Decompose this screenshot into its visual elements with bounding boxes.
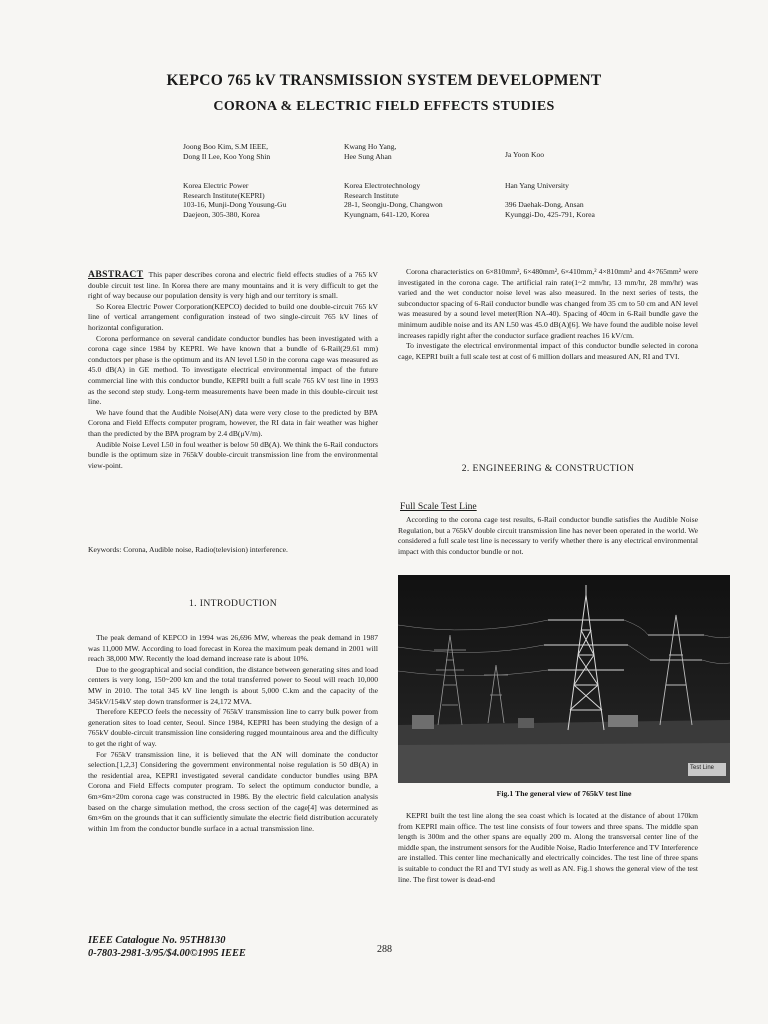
body-paragraph: Corona characteristics on 6×810mm², 6×480mm², 6×410mm,² 4×810mm² and 4×765mm² were investigated in the corona cage. The artificial rain rate(1~2 mm/hr, 13 mm/hr, 28 mm/hr) was varied and the wet conductor noise level was also measured. In the next series of tests, the subconductor spacing of 6-Rail conductor bundle was changed from 35 cm to 50 cm and AN level was measured by a sound level meter(Rion NA-40). Spacing of 40cm in 6-Rail bundle gave the minimum audible noise and its AN L50 was 45.0 dB(A)[6]. We have found the audible noise level increases rapidly right after the conductor surface gradient reaches 16 kV/cm. xyxy=(398,267,698,340)
right-column-top xyxy=(398,267,698,362)
page-number: 288 xyxy=(377,944,392,955)
paper-title: KEPCO 765 kV TRANSMISSION SYSTEM DEVELOPMENT xyxy=(166,72,602,89)
author-affiliation-1: Korea Electric Power Research Institute(KEPRI) 103-16, Munji-Dong Yousung-Gu Daejeon, 305-380, Korea xyxy=(183,181,287,219)
figure-caption: Fig.1 The general view of 765kV test line xyxy=(496,789,632,798)
post-figure-paragraph: KEPRI built the test line along the sea coast which is located at the distance of about 170km from KEPRI main office. The test line consists of four towers and three spans. The middle span length is 300m and the other spans are equally 200 m. Along the transversal center line of the middle span, the instrument sensors for the Audible Noise, Radio Interference and TV Interference are installed. This center line mechanically and electrically coincides. The test line of three spans is suitable to conduct the RI and TVI study as well as AN. Fig.1 shows the general view of the test line. The first tower is dead-end xyxy=(398,811,698,884)
footer-copyright: 0-7803-2981-3/95/$4.00©1995 IEEE xyxy=(88,948,246,959)
abstract-paragraph: Audible Noise Level L50 in foul weather is below 50 dB(A). We think the 6-Rail conductors bundle is the optimum size in 765kV double-circuit transmission line from the environmental view-point. xyxy=(88,439,378,470)
subsection-heading: Full Scale Test Line xyxy=(400,501,477,512)
author-names-2: Kwang Ho Yang, Hee Sung Ahan xyxy=(344,142,397,161)
intro-paragraph: The peak demand of KEPCO in 1994 was 26,696 MW, whereas the peak demand in 1987 was 11,000 MW. According to load forecast in Korea the maximum peak demand in 2001 will reach 38,000 MW. Recently the load demand increase rate is about 10%. xyxy=(88,633,378,664)
introduction-body xyxy=(88,633,378,834)
section-heading-introduction: 1. INTRODUCTION xyxy=(188,598,278,609)
abstract-paragraph: We have found that the Audible Noise(AN) data were very close to the predicted by BPA Corona and Field Effects computer program, however, the RI data in fair weather was higher than the predicted by the BPA program by 2.4 dB(μV/m). xyxy=(88,407,378,438)
footer-catalogue: IEEE Catalogue No. 95TH8130 xyxy=(88,935,226,946)
intro-paragraph: For 765kV transmission line, it is believed that the AN will dominate the conductor selection.[1,2,3] Considering the government environmental noise regulation is 50 dB(A) in the residential area, KEPRI investigated several candidate conductor bundles using BPA Corona and Field Effects computer program. To select the optimum conductor bundle, a 6m×6m×20m corona cage was constructed in 1986. By the electric field calculation analysis based on the charge simulation method, the cross section of the cage[4] was determined as 6m×6m on the grounds that it can sufficiently simulate the electric field distribution accurately within 1m from the conductor bundle surface in a actual transmission line. xyxy=(88,749,378,833)
section-heading-engineering: 2. ENGINEERING & CONSTRUCTION xyxy=(461,463,635,474)
intro-paragraph: Therefore KEPCO feels the necessity of 765kV transmission line to carry bulk power from generation sites to load center, Seoul. Since 1984, KEPRI has been studying the design of a 765kV double-circuit transmission line considering rugged mountainous area and the difficulty to get the right of way. xyxy=(88,707,378,748)
abstract-paragraph: So Korea Electric Power Corporation(KEPCO) decided to build one double-circuit 765 kV line of vertical arrangement configuration instead of two single-circuit 765 kV lines of horizontal configuration. xyxy=(88,301,378,332)
abstract: ABSTRACT This paper describes corona and electric field effects studies of a 765 kV double circuit test line. In Korea there are many mountains and it is very difficult to get the right of way because our population density is very high and our territory is small. So Korea Electric Power Corporation(KEPCO) decided to build one double-circuit 765 kV line of vertical arrangement configuration instead of two single-circuit 765 kV lines of horizontal configuration. Corona performance on several candidate conductor bundles has been investigated with a corona cage since 1984 by KEPRI. We have known that a bundle of 6-Rail(29.61 mm) conductors per phase is the optimum and its AN level L50 in the corona cage was measured as 45.0 dB(A) in GE method. To investigate electrical environmental impact of the future commercial line with this conductor bundle, KEPRI built a full scale 765 kV test line in 1993 as the second step study. Long-term measurements have been made in this double-circuit test line. We have found that the Audible Noise(AN) data were very close to the predicted by BPA Corona and Field Effects computer program, however, the RI data in fair weather was higher than the predicted by the BPA program by 2.4 dB(μV/m). Audible Noise Level L50 in foul weather is below 50 dB(A). We think the 6-Rail conductors bundle is the optimum size in 765kV double-circuit transmission line from the environmental view-point. xyxy=(88,269,379,470)
author-affiliation-3: Han Yang University 396 Daehak-Dong, Ansan Kyunggi-Do, 425-791, Korea xyxy=(505,181,595,219)
author-names-3: Ja Yoon Koo xyxy=(505,150,545,159)
intro-paragraph: Due to the geographical and social condition, the distance between generating sites and load centers is very long, 150~200 km and the total transferred power to Seoul will reach 10,000 MW in 2010. The total 345 kV line length is about 5,000 C.km and the capacity of the 345kV/154kV step down transformer is 24,172 MVA. xyxy=(88,664,378,706)
keywords: Keywords: Corona, Audible noise, Radio(television) interference. xyxy=(88,545,288,554)
paper-subtitle: CORONA & ELECTRIC FIELD EFFECTS STUDIES xyxy=(213,99,555,114)
photo-label: Test Line xyxy=(690,765,715,771)
test-line-photo-graphic xyxy=(398,575,730,783)
abstract-paragraph: Corona performance on several candidate conductor bundles has been investigated with a corona cage since 1984 by KEPRI. We have known that a bundle of 6-Rail(29.61 mm) conductors per phase is the optimum and its AN level L50 in the corona cage was measured as 45.0 dB(A) in GE method. To investigate electrical environmental impact of the future commercial line with this conductor bundle, KEPRI built a full scale 765 kV test line in 1993 as the second step study. Long-term measurements have been made in this double-circuit test line. xyxy=(88,333,378,407)
fullscale-paragraph: According to the corona cage test results, 6-Rail conductor bundle satisfies the Audible Noise Regulation, but a 765kV double circuit transmission line has never been operated in the world. We considered a full scale test line is necessary to verify whether there is any electrical environmental impact with this conductor bundle or not. xyxy=(398,515,698,556)
author-names-1: Joong Boo Kim, S.M IEEE, Dong Il Lee, Koo Yong Shin xyxy=(183,142,271,161)
abstract-heading: ABSTRACT xyxy=(88,269,144,280)
test-line-photo xyxy=(398,575,730,783)
author-affiliation-2: Korea Electrotechnology Research Institute 28-1, Seongju-Dong, Changwon Kyungnam, 641-120, Korea xyxy=(344,181,443,219)
body-paragraph: To investigate the electrical environmental impact of this conductor bundle selected in corona cage, KEPRI built a full scale test at cost of 6 million dollars and measured AN, RI and TVI. xyxy=(398,341,698,361)
